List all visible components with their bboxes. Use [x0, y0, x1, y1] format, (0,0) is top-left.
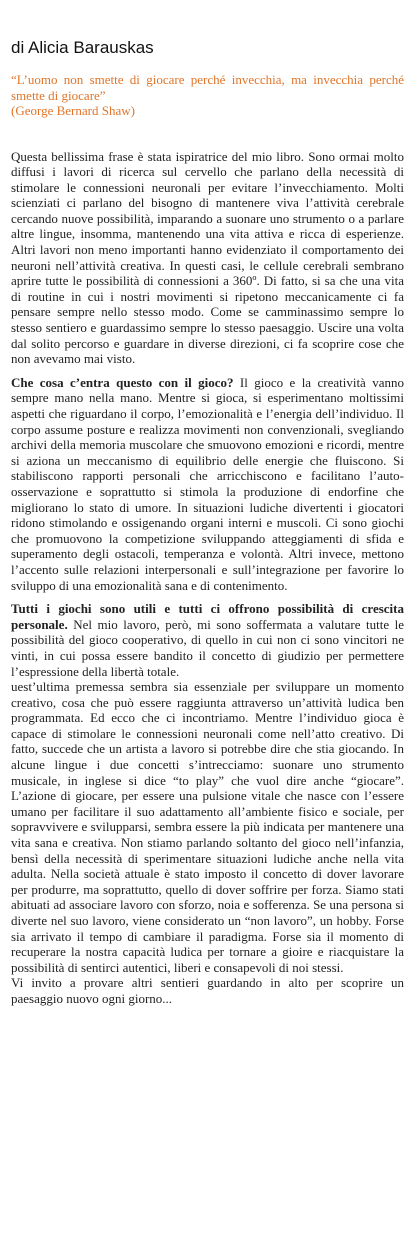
article [11, 38, 404, 1007]
paragraph-text: Vi invito a provare altri sentieri guardando in alto per scoprire un paesaggio nuovo ogni giorno... [11, 975, 404, 1006]
paragraph-text: Il gioco e la creatività vanno sempre mano nella mano. Mentre si gioca, si esperimentano moltissimi aspetti che riguardano il corpo, l’emozionalità e l’energia dell’individuo. Il corpo assume posture e realizza movimenti non convenzionali, svegliando archivi della memoria muscolare che smuovono emozioni e ricordi, mentre si aziona un meccanismo di equilibrio delle energie che fluiscono. Si stabiliscono rapporti personali che arricchiscono e facilitano l’auto-osservazione e soprattutto si stimola la produzione di endorfine che migliorano lo stato di umore. In situazioni ludiche divertenti i giocatori ridono stimolando e ossigenando organi interni e muscoli. Ci sono giochi che promuovono la competizione sviluppando atteggiamenti di sfida e superamento degli ostacoli, temperanza e volontà. Altri invece, mettono l’accento sulle relazioni interpersonali e sull’integrazione per favorire lo sviluppo di una emozionalità sana e di contenimento. [11, 374, 404, 593]
paragraph-closing [11, 975, 404, 1006]
paragraph-lead: Che cosa c’entra questo con il gioco? [11, 374, 234, 390]
paragraph-lead: Tutti i giochi sono utili e tutti ci offrono possibilità di crescita personale. [11, 601, 404, 632]
paragraph-game [11, 375, 404, 593]
paragraph-intro [11, 149, 404, 367]
author-byline: di Alicia Barauskas [11, 38, 154, 57]
paragraph-creativity [11, 679, 404, 975]
paragraph-growth [11, 601, 404, 679]
paragraph-text: Nel mio lavoro, però, mi sono soffermata a valutare tutte le possibilità del gioco cooperativo, di quello in cui non ci sono vincitori ne vinti, in cui possa essere bandito il concetto di giudizio per permettere l’espressione della libertà totale. [11, 616, 404, 679]
epigraph-author: (George Bernard Shaw) [11, 103, 135, 118]
epigraph-quote: “L’uomo non smette di giocare perché invecchia, ma invecchia perché smette di giocare” [11, 72, 404, 103]
paragraph-text: Questa bellissima frase è stata ispiratrice del mio libro. Sono ormai molto diffusi i lavori di ricerca sul cervello che parlano della necessità di stimolare le connessioni neuronali per evitare l’invecchiamento. Molti scienziati ci parlano del bisogno di mantenere viva l’attività cerebrale cercando nuove possibilità, imparando a suonare uno strumento o a parlare altre lingue, insomma, mantenendo una vita attiva e ricca di esperienze. Altri lavori non meno importanti hanno evidenziato il comportamento dei neuroni nell’attività creativa. In questi casi, le cellule cerebrali sembrano aprire tutte le possibilità di connessioni a 360º. Di fatto, si sa che una vita di routine in cui i nostri movimenti si ripetono meccanicamente ci fa pensare sempre nello stesso modo. Come se camminassimo sempre lo stesso sentiero e guardassimo sempre lo stesso paesaggio. Uscire una volta dal solito percorso e guardare in diverse direzioni, ci fa scoprire cose che non avevamo mai visto. [11, 148, 404, 367]
paragraph-text: uest’ultima premessa sembra sia essenziale per sviluppare un momento creativo, cosa che può essere raggiunta attraverso un’attività ludica ben programmata. Ed ecco che ci incontriamo. Mentre l’individuo gioca è capace di stimolare le connessioni neuronali come nell’atto creativo. Di fatto, succede che un artista a lavoro si potrebbe dire che stia giocando. In alcune lingue i due concetti s’intrecciamo: suonare uno strumento musicale, in inglese si dice “to play” che vuol dire anche “giocare”. L’azione di giocare, per essere una pulsione vitale che nasce con l’essere umano per facilitare il suo adattamento all’ambiente fisico e sociale, per sopravvivere e svilupparsi, sembra essere la più indicata per mantenere una vita sana e creativa. Non stiamo parlando soltanto del gioco nell’infanzia, bensì della necessità di sperimentare situazioni ludiche anche nella vita adulta. Nella società attuale è stato imposto il concetto di dover lavorare per produrre, ma soprattutto, quello di dover soffrire per forza. Siamo stati abituati ad associare lavoro con sforzo, noia e sofferenza. Se una persona si diverte nel suo lavoro, viene considerato un “non lavoro”, un hobby. Forse sia arrivato il tempo di cambiare il paradigma. Forse sia il momento di recuperare la nostra capacità ludica per tornare a gioire e riacquistare la possibilità di sentirci autentici, liberi e consapevoli di noi stessi. [11, 679, 404, 975]
